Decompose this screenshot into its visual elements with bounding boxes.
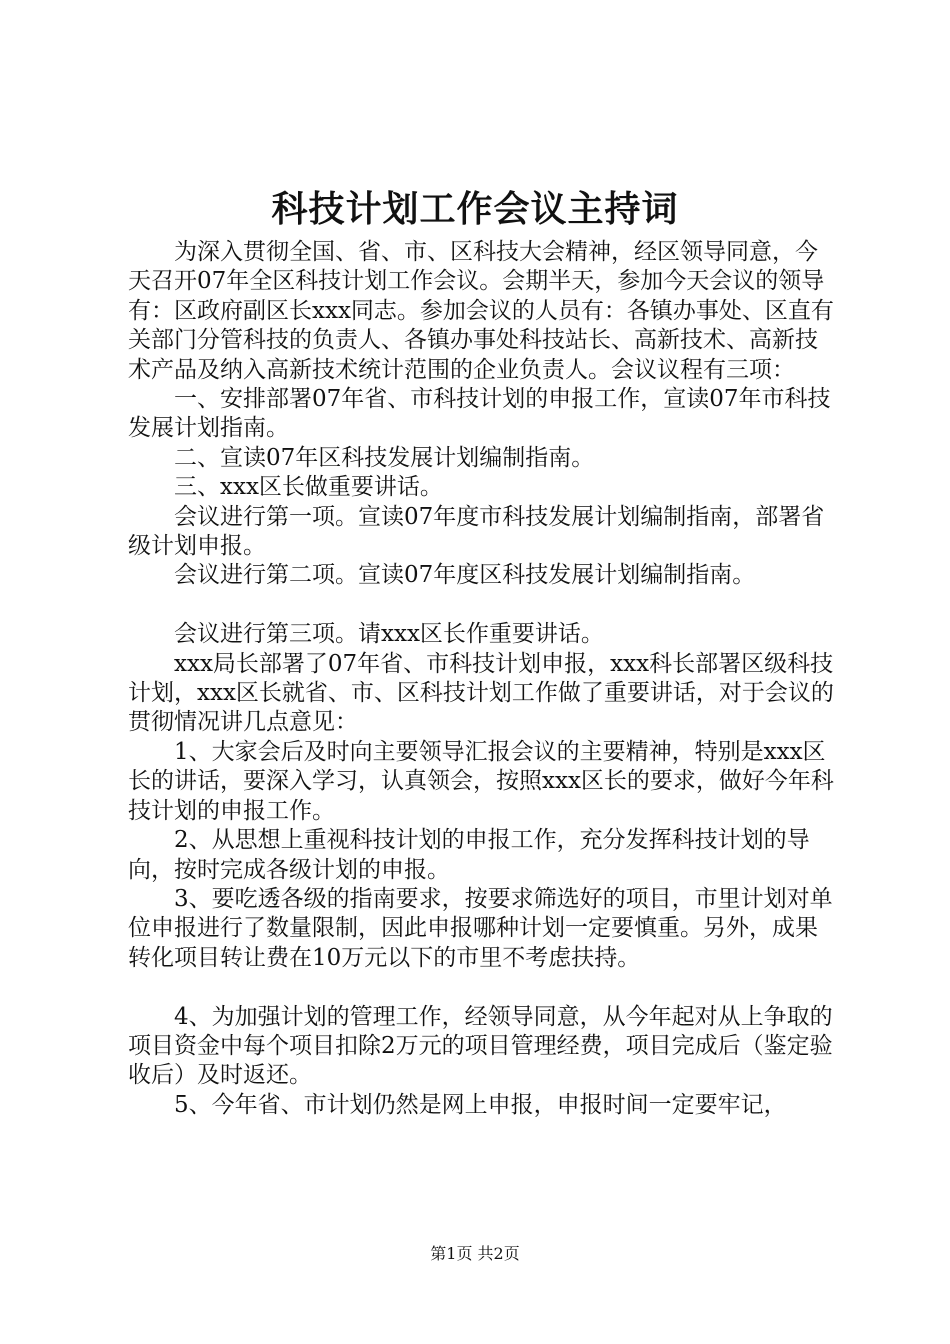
- paragraph-item-1: 会议进行第一项。宣读07年度市科技发展计划编制指南，部署省级计划申报。: [128, 503, 825, 560]
- paragraph-point-3: 3、要吃透各级的指南要求，按要求筛选好的项目，市里计划对单位申报进行了数量限制，因此申报哪种计划一定要慎重。另外，成果转化项目转让费在10万元以下的市里不考虑扶持。: [128, 885, 833, 971]
- paragraph-item-3: 会议进行第三项。请xxx区长作重要讲话。: [174, 621, 604, 648]
- paragraph-intro: 为深入贯彻全国、省、市、区科技大会精神，经区领导同意，今天召开07年全区科技计划工作会议。会期半天，参加今天会议的领导有：区政府副区长xxx同志。参加会议的人员有：各镇办事处、区直有关部门分管科技的负责人、各镇办事处科技站长、高新技术、高新技术产品及纳入高新技术统计范围的企业负责人。会议议程有三项：: [128, 239, 834, 383]
- page-footer: 第1页 共2页: [430, 1244, 520, 1263]
- document-title: 科技计划工作会议主持词: [271, 188, 679, 230]
- paragraph-agenda-2: 二、宣读07年区科技发展计划编制指南。: [174, 444, 595, 471]
- paragraph-point-1: 1、大家会后及时向主要领导汇报会议的主要精神，特别是xxx区长的讲话，要深入学习，认真领会，按照xxx区长的要求，做好今年科技计划的申报工作。: [128, 738, 834, 824]
- paragraph-item-2: 会议进行第二项。宣读07年度区科技发展计划编制指南。: [174, 562, 756, 589]
- paragraph-agenda-3: 三、xxx区长做重要讲话。: [174, 474, 443, 501]
- paragraph-point-4: 4、为加强计划的管理工作，经领导同意，从今年起对从上争取的项目资金中每个项目扣除2万元的项目管理经费，项目完成后（鉴定验收后）及时返还。: [128, 1003, 833, 1089]
- paragraph-summary: xxx局长部署了07年省、市科技计划申报，xxx科长部署区级科技计划，xxx区长就省、市、区科技计划工作做了重要讲话，对于会议的贯彻情况讲几点意见：: [128, 650, 834, 736]
- paragraph-point-2: 2、从思想上重视科技计划的申报工作，充分发挥科技计划的导向，按时完成各级计划的申报。: [128, 827, 810, 883]
- paragraph-agenda-1: 一、安排部署07年省、市科技计划的申报工作，宣读07年市科技发展计划指南。: [128, 386, 831, 442]
- paragraph-point-5: 5、今年省、市计划仍然是网上申报，申报时间一定要牢记，: [174, 1091, 787, 1118]
- document-body: [128, 238, 838, 1120]
